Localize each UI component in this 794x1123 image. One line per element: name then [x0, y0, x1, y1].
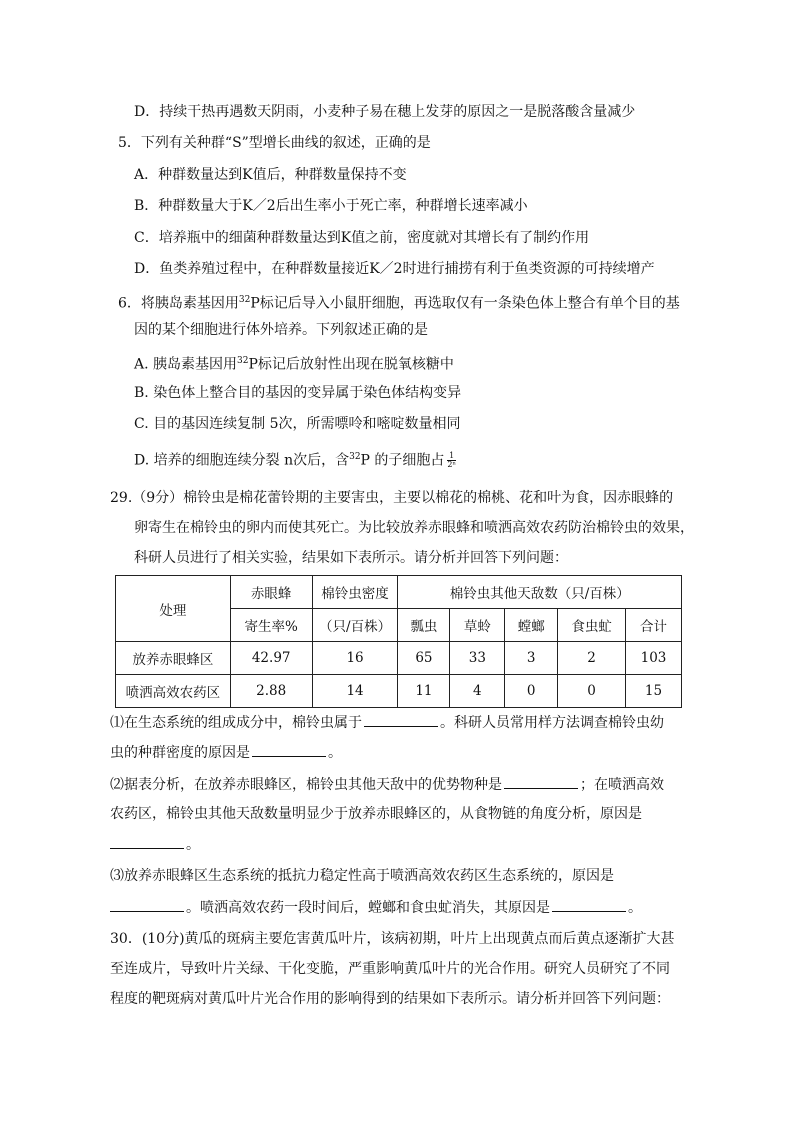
results-table [115, 575, 682, 708]
q30-stem-line2: 至连成片，导致叶片关绿、干化变脆，严重影响黄瓜叶片的光合作用。研究人员研究了不同 [110, 961, 670, 977]
q6-stem-line2: 因的某个细胞进行体外培养。下列叙述正确的是 [134, 322, 428, 338]
q5-option-b: B．种群数量大于Κ／2后出生率小于死亡率，种群增长速率减小 [134, 198, 528, 214]
q5-option-a: A．种群数量达到Κ值后，种群数量保持不变 [134, 167, 407, 183]
q29-part1-line2: 虫的种群密度的原因是 。 [110, 742, 342, 763]
q5-option-d: D．鱼类养殖过程中，在种群数量接近Κ／2时进行捕捞有利于鱼类资源的可持续增产 [134, 261, 655, 277]
table-row: 放养赤眼蜂区 42.97 16 65 33 3 2 103 [116, 642, 682, 675]
answer-blank[interactable] [252, 742, 326, 757]
subheader-robberfly: 食虫虻 [558, 609, 626, 642]
q30-stem-line1: 30．(10分)黄瓜的斑病主要危害黄瓜叶片，该病初期，叶片上出现黄点而后黄点逐渐扩大甚 [110, 931, 675, 947]
header-rate-bottom: 寄生率% [230, 609, 312, 642]
subheader-ladybug: 瓢虫 [398, 609, 450, 642]
q5-stem: 5．下列有关种群“S”型增长曲线的叙述，正确的是 [118, 135, 431, 151]
subheader-mantis: 螳螂 [505, 609, 558, 642]
q29-part2-line2: 农药区，棉铃虫其他天敌数量明显少于放养赤眼蜂区的，从食物链的角度分析，原因是 [110, 806, 642, 822]
fraction: $\frac{1}{\text{2ⁿ}}$ [447, 451, 456, 470]
q6-option-a: A. 胰岛素基因用$^{32}$P标记后放射性出现在脱氧核糖中 [134, 356, 454, 373]
q29-stem-line1: 29.（9分）棉铃虫是棉花蕾铃期的主要害虫，主要以棉花的棉桃、花和叶为食，因赤眼蜂的 [110, 490, 674, 506]
header-rate-top: 赤眼蜂 [230, 576, 312, 609]
header-treatment: 处理 [116, 576, 231, 642]
q4-option-d: D．持续干热再遇数天阴雨，小麦种子易在穗上发芽的原因之一是脱落酸含量减少 [134, 104, 636, 120]
q29-part3-line2: 。喷洒高效农药一段时间后，螳螂和食虫虻消失，其原因是 。 [110, 897, 642, 918]
q5-option-c: C．培养瓶中的细菌种群数量达到Κ值之前，密度就对其增长有了制约作用 [134, 230, 590, 246]
q29-stem-line2: 卵寄生在棉铃虫的卵内而使其死亡。为比较放养赤眼蜂和喷洒高效农药防治棉铃虫的效果， [134, 520, 694, 536]
q29-part2-line1: ⑵据表分析，在放养赤眼蜂区，棉铃虫其他天敌中的优势物种是 ；在喷洒高效 [110, 774, 664, 795]
subheader-total: 合计 [626, 609, 682, 642]
answer-blank[interactable] [504, 774, 578, 789]
q29-part2-line3: 。 [110, 834, 200, 855]
q30-stem-line3: 程度的靶斑病对黄瓜叶片光合作用的影响得到的结果如下表所示。请分析并回答下列问题： [110, 991, 670, 1007]
q6-stem-line1: 6．将胰岛素基因用$^{32}$P标记后导入小鼠肝细胞，再选取仅有一条染色体上整合有单个目的基 [118, 295, 680, 312]
q6-option-b: B. 染色体上整合目的基因的变异属于染色体结构变异 [134, 385, 462, 401]
q6-option-c: C. 目的基因连续复制 5次，所需嘌呤和嘧啶数量相同 [134, 416, 461, 432]
q29-stem-line3: 科研人员进行了相关实验，结果如下表所示。请分析并回答下列问题： [134, 550, 568, 566]
answer-blank[interactable] [364, 712, 438, 727]
subheader-lacewing: 草蛉 [450, 609, 505, 642]
answer-blank[interactable] [110, 834, 184, 849]
header-density-top: 棉铃虫密度 [312, 576, 398, 609]
table-row: 喷洒高效农药区 2.88 14 11 4 0 0 15 [116, 675, 682, 708]
q29-part3-line1: ⑶放养赤眼蜂区生态系统的抵抗力稳定性高于喷洒高效农药区生态系统的，原因是 [110, 868, 614, 884]
header-enemies: 棉铃虫其他天敌数（只/百株） [398, 576, 682, 609]
q29-part1-line1: ⑴在生态系统的组成成分中，棉铃虫属于 。科研人员常用样方法调查棉铃虫幼 [110, 712, 664, 733]
q6-option-d: D. 培养的细胞连续分裂 n次后，含$^{32}$P 的子细胞占 $\frac{1}{\text{2ⁿ}}$ [134, 451, 456, 470]
answer-blank[interactable] [552, 897, 626, 912]
answer-blank[interactable] [110, 897, 184, 912]
header-density-bottom: （只/百株） [312, 609, 398, 642]
